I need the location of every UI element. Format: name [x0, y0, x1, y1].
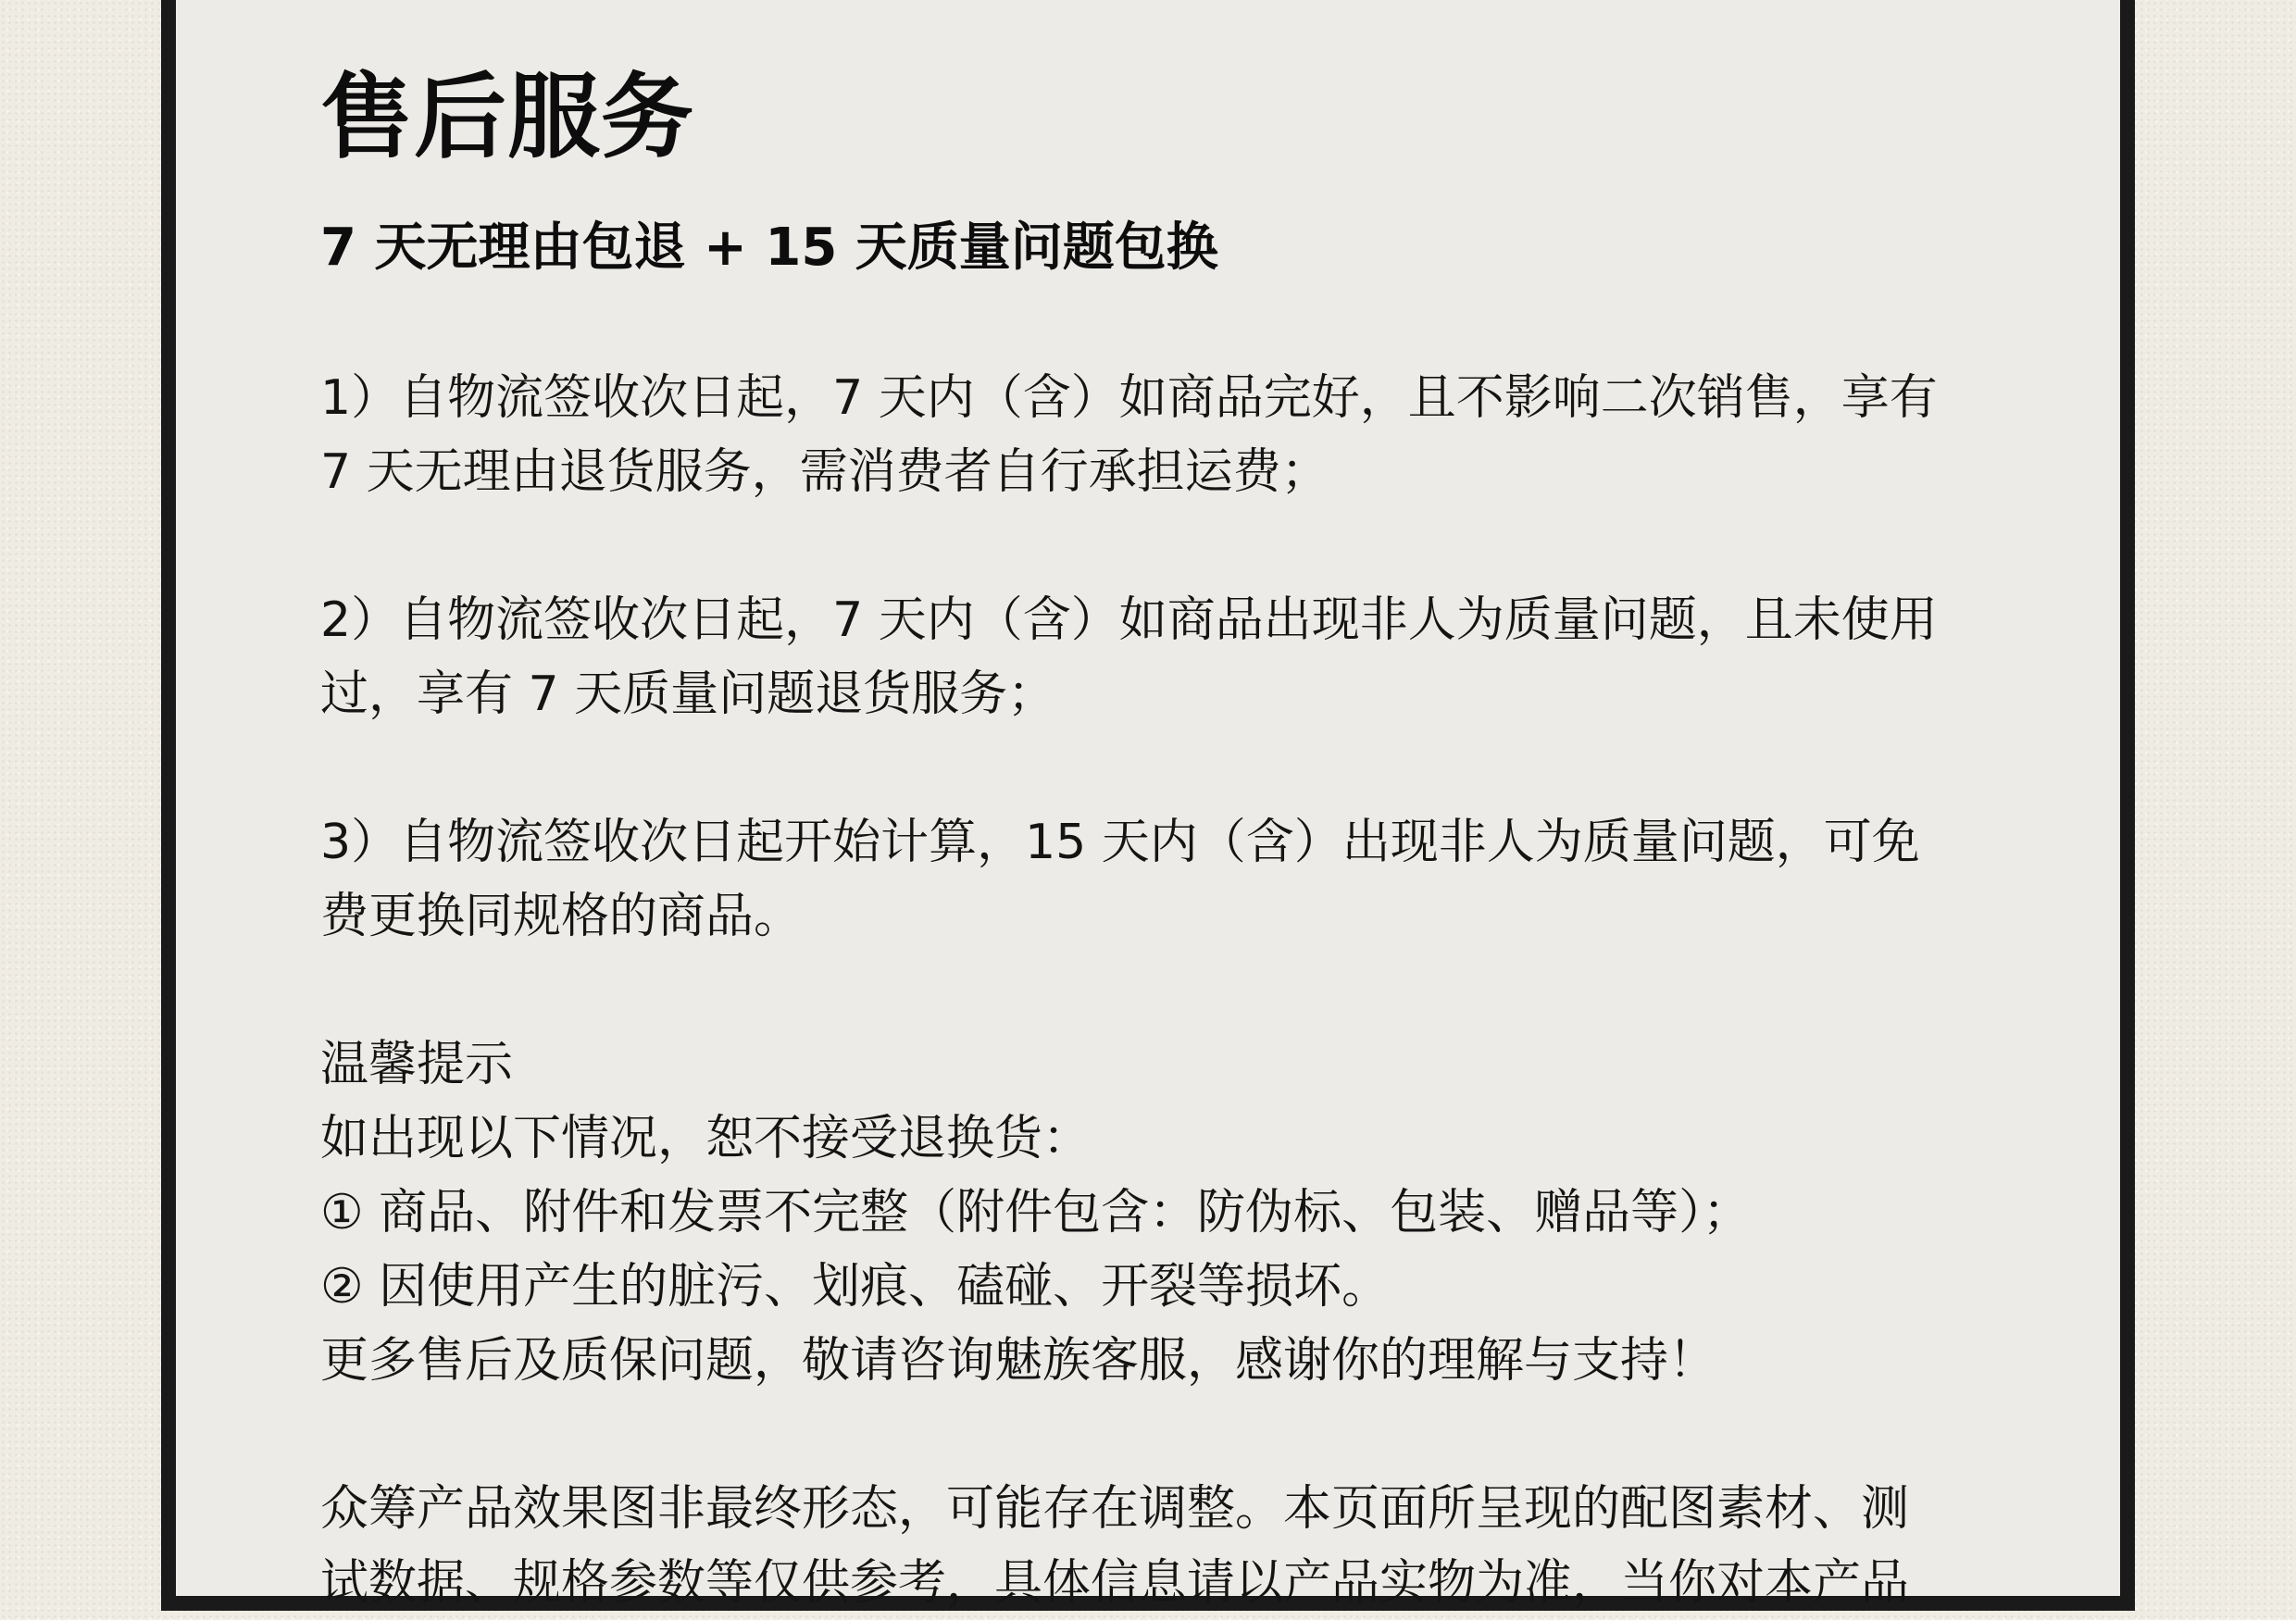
policy-line: 费更换同规格的商品。	[320, 889, 803, 944]
policy-line: 2）自物流签收次日起，7 天内（含）如商品出现非人为质量问题，且未使用	[320, 592, 1938, 648]
section-subtitle: 7 天无理由包退 + 15 天质量问题包换	[320, 218, 1218, 278]
tips-item: ① 商品、附件和发票不完整（附件包含：防伪标、包装、赠品等）；	[320, 1185, 1752, 1240]
tips-item: ② 因使用产生的脏污、划痕、磕碰、开裂等损坏。	[320, 1259, 1391, 1315]
disclaimer-line: 众筹产品效果图非最终形态，可能存在调整。本页面所呈现的配图素材、测	[320, 1481, 1910, 1537]
policy-line: 3）自物流签收次日起开始计算，15 天内（含）出现非人为质量问题，可免	[320, 815, 1920, 870]
tips-closing: 更多售后及质保问题，敬请咨询魅族客服，感谢你的理解与支持！	[320, 1333, 1717, 1389]
section-title: 售后服务	[320, 63, 694, 171]
policy-line: 1）自物流签收次日起，7 天内（含）如商品完好，且不影响二次销售，享有	[320, 370, 1938, 426]
disclaimer-block	[320, 1472, 2005, 1620]
disclaimer-line: 试数据、规格参数等仅供参考，具体信息请以产品实物为准，当你对本产品	[320, 1555, 1910, 1611]
tips-heading: 温馨提示	[320, 1037, 514, 1092]
policy-line: 7 天无理由退货服务，需消费者自行承担运费；	[320, 444, 1329, 500]
policy-item-3	[320, 805, 2005, 953]
policy-line: 过，享有 7 天质量问题退货服务；	[320, 667, 1056, 722]
tips-block	[320, 1028, 2005, 1398]
policy-item-1	[320, 361, 2005, 509]
after-sales-section	[320, 48, 2005, 1620]
policy-item-2	[320, 583, 2005, 731]
tips-intro: 如出现以下情况，恕不接受退换货：	[320, 1111, 1092, 1166]
